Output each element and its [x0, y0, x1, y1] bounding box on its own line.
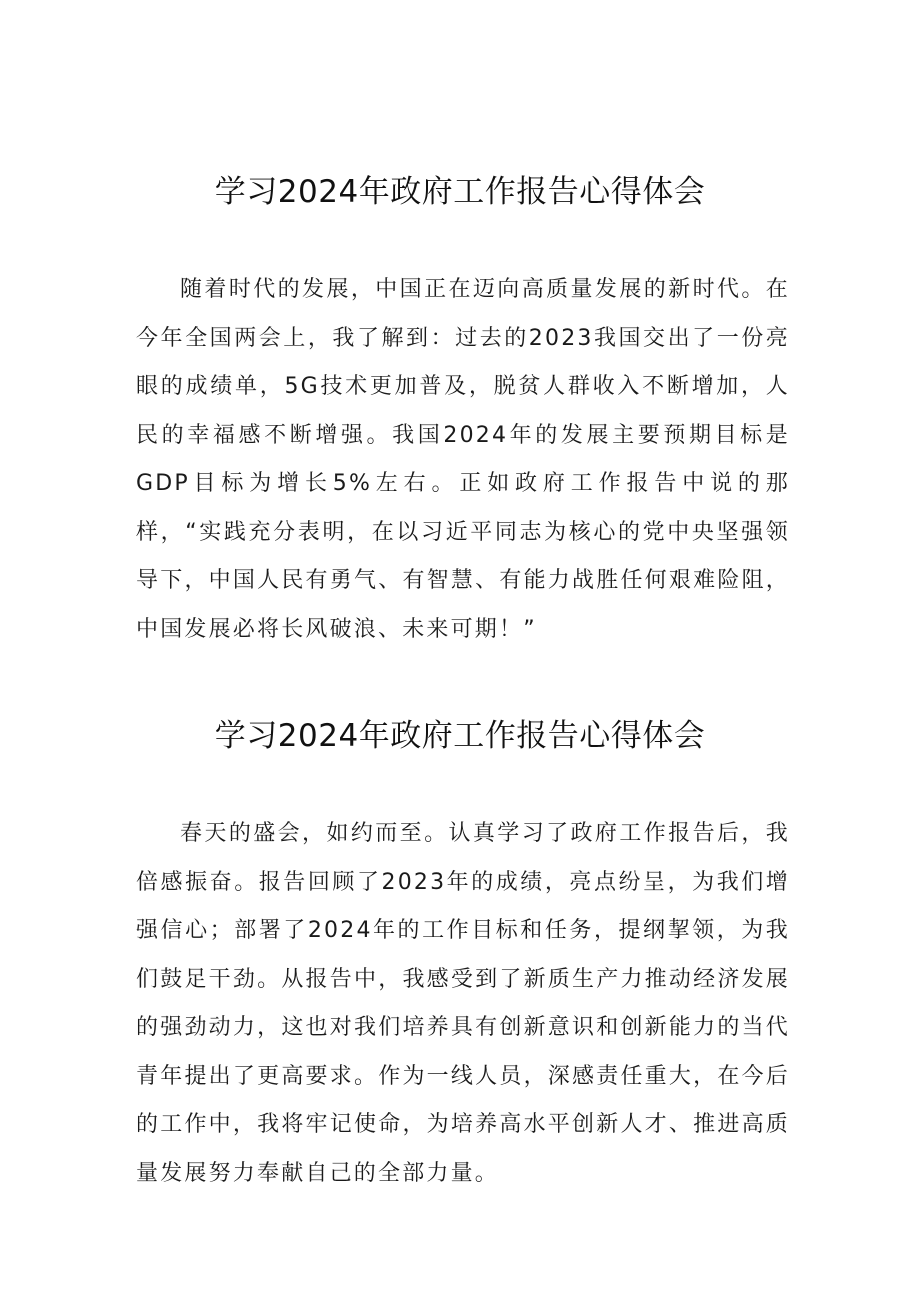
section-body-1: 随着时代的发展，中国正在迈向高质量发展的新时代。在今年全国两会上，我了解到：过去的2023我国交出了一份亮眼的成绩单，5G技术更加普及，脱贫人群收入不断增加，人民的幸福感不断增强。我国2024年的发展主要预期目标是GDP目标为增长5%左右。正如政府工作报告中说的那样，“实践充分表明，在以习近平同志为核心的党中央坚强领导下，中国人民有勇气、有智慧、有能力战胜任何艰难险阻，中国发展必将长风破浪、未来可期！” — [136, 277, 790, 642]
section-title-2: 学习2024年政府工作报告心得体会 — [214, 718, 706, 754]
section-title-1: 学习2024年政府工作报告心得体会 — [214, 174, 706, 210]
section-body-2: 春天的盛会，如约而至。认真学习了政府工作报告后，我倍感振奋。报告回顾了2023年的成绩，亮点纷呈，为我们增强信心；部署了2024年的工作目标和任务，提纲挈领，为我们鼓足干劲。从报告中，我感受到了新质生产力推动经济发展的强劲动力，这也对我们培养具有创新意识和创新能力的当代青年提出了更高要求。作为一线人员，深感责任重大，在今后的工作中，我将牢记使命，为培养高水平创新人才、推进高质量发展努力奉献自己的全部力量。 — [136, 821, 790, 1186]
